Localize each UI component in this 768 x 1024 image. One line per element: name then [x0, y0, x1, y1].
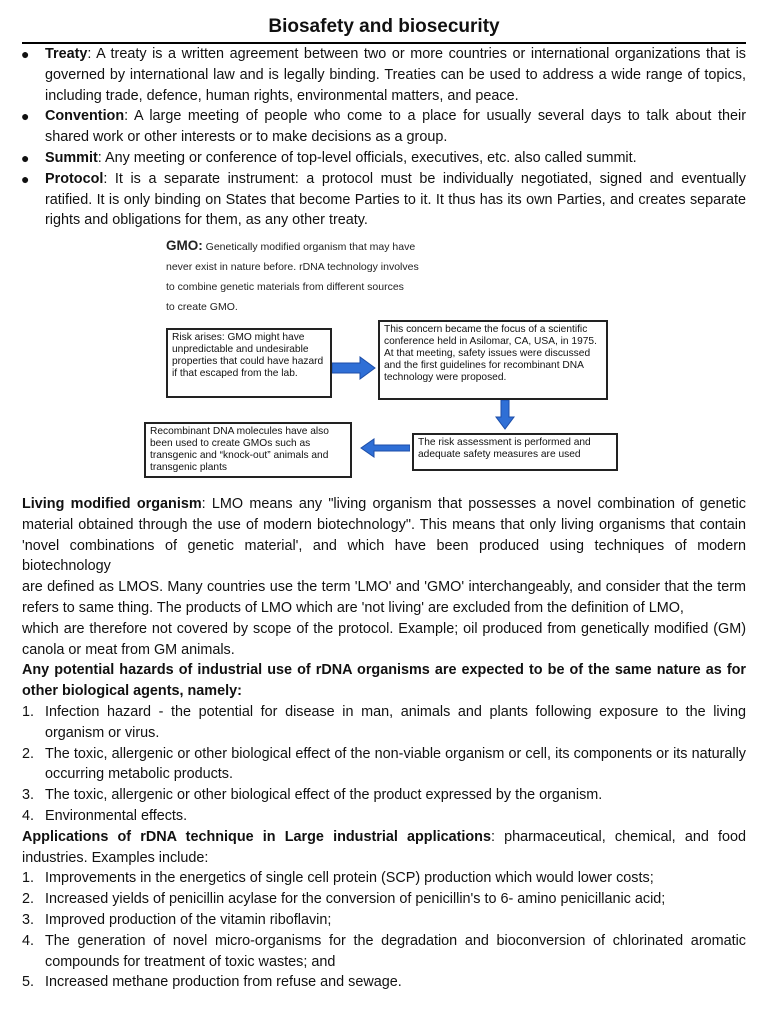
list-item [22, 889, 746, 910]
applications-paragraph [22, 827, 746, 869]
list-item-text: The toxic, allergenic or other biological effect of the non-viable organism or cell, its components or its naturally occurring metabolic products. [45, 745, 746, 783]
bullet-icon: ● [21, 170, 30, 187]
list-number: 3. [22, 787, 35, 804]
applications-list [22, 868, 746, 993]
list-item [22, 868, 746, 889]
list-item-text: The generation of novel micro-organisms for the degradation and bioconversion of chlorinated aromatic compounds for treatment of toxic wastes; and [45, 932, 746, 970]
assessment-box: The risk assessment is performed and adequate safety measures are used [412, 433, 618, 471]
gmo-intro-line: to create GMO. [166, 301, 238, 313]
definition-text: : Any meeting or conference of top-level officials, executives, etc. also called summit. [97, 149, 637, 166]
recombinant-box: Recombinant DNA molecules have also been used to create GMOs such as transgenic and “knock-out” animals and transgenic plants [144, 422, 352, 478]
list-item-text: Increased yields of penicillin acylase for the conversion of penicillin's to 6- amino penicillanic acid; [45, 891, 666, 908]
risk-box: Risk arises: GMO might have unpredictable and undesirable properties that could have hazard if that escaped from the lab. [166, 328, 332, 398]
definition-term: Summit [45, 149, 98, 166]
definitions-list [0, 44, 768, 231]
list-number: 3. [22, 911, 35, 928]
bullet-icon: ● [21, 149, 30, 166]
definition-protocol [0, 169, 768, 231]
list-number: 4. [22, 932, 35, 949]
list-number: 2. [22, 891, 35, 908]
list-item [22, 931, 746, 973]
list-item [22, 702, 746, 744]
lmo-text: are defined as LMOS. Many countries use the term 'LMO' and 'GMO' interchangeably, and consider that the term refers to same thing. The products of LMO which are 'not living' are excluded from the definition of LMO, [22, 579, 746, 616]
gmo-flow-diagram [140, 234, 630, 484]
gmo-intro-line: never exist in nature before. rDNA technology involves [166, 261, 419, 273]
lmo-text: which are therefore not covered by scope of the protocol. Example; oil produced from genetically modified (GM) canola or meat from GM animals. [22, 620, 746, 658]
conference-box: This concern became the focus of a scientific conference held in Asilomar, CA, USA, in 1975. At that meeting, safety issues were discussed and the first guidelines for recombinant DNA technology were proposed. [378, 320, 608, 400]
list-item-text: Infection hazard - the potential for disease in man, animals and plants following exposure to the living organism or virus. [45, 703, 746, 741]
list-number: 2. [22, 745, 35, 762]
bullet-icon: ● [21, 46, 30, 62]
definition-term: Treaty [45, 46, 88, 62]
list-item [22, 744, 746, 786]
definition-term: Convention [45, 108, 125, 125]
list-item-text: Environmental effects. [45, 807, 188, 824]
gmo-intro-line: Genetically modified organism that may have [202, 241, 416, 253]
main-body [22, 494, 746, 993]
list-item [22, 972, 746, 993]
definition-text: : A large meeting of people who come to a place for usually several days to talk about their shared work or other interests or to make decisions as a group. [45, 108, 746, 146]
list-item [22, 785, 746, 806]
hazards-heading-text: Any potential hazards of industrial use of rDNA organisms are expected to be of the same nature as for other biological agents, namely: [22, 662, 746, 700]
list-number: 1. [22, 870, 35, 887]
left-arrow-icon [360, 437, 410, 459]
list-item-text: The toxic, allergenic or other biological effect of the product expressed by the organism. [45, 787, 603, 804]
gmo-label: GMO: [166, 238, 203, 253]
gmo-intro-line: to combine genetic materials from different sources [166, 281, 404, 293]
list-item [22, 806, 746, 827]
list-item-text: Increased methane production from refuse and sewage. [45, 974, 402, 991]
list-item-text: Improvements in the energetics of single cell protein (SCP) production which would lower costs; [45, 870, 654, 887]
definition-convention [0, 106, 768, 148]
list-number: 5. [22, 974, 35, 991]
definition-text: : It is a separate instrument: a protocol must be individually negotiated, signed and eventually ratified. It is only binding on States that become Parties to it. It thus has its own Parties, and creates separate rights and obligations for them, as any other treaty. [45, 170, 746, 229]
lmo-term: Living modified organism [22, 496, 202, 512]
lmo-text: : LMO means any "living organism that possesses a novel combination of genetic material obtained through the use of modern biotechnology". This means that only living organisms that contain 'novel combinations of genetic material', and which have been produced using techniques of modern biotechnology [22, 496, 746, 575]
definition-treaty [0, 44, 768, 106]
lmo-paragraph [22, 494, 746, 577]
definition-text: : A treaty is a written agreement between two or more countries or international organizations that is governed by international law and is legally binding. Treaties can be used to address a wide range of topics, including trade, defence, human rights, environmental matters, and peace. [45, 46, 746, 104]
gmo-intro [166, 236, 466, 317]
page-title: Biosafety and biosecurity [268, 16, 500, 37]
down-arrow-icon [495, 400, 515, 430]
definition-summit [0, 148, 768, 169]
hazards-list [22, 702, 746, 827]
list-item-text: Improved production of the vitamin riboflavin; [45, 911, 332, 928]
bullet-icon: ● [21, 108, 30, 125]
applications-text: : pharmaceutical, chemical, and food industries. Examples include: [22, 828, 746, 866]
applications-term: Applications of rDNA technique in Large industrial applications [22, 828, 491, 845]
definition-term: Protocol [45, 170, 104, 187]
list-number: 4. [22, 807, 35, 824]
right-arrow-icon [332, 356, 376, 380]
list-item [22, 910, 746, 931]
hazards-heading [22, 660, 746, 702]
list-number: 1. [22, 703, 35, 720]
